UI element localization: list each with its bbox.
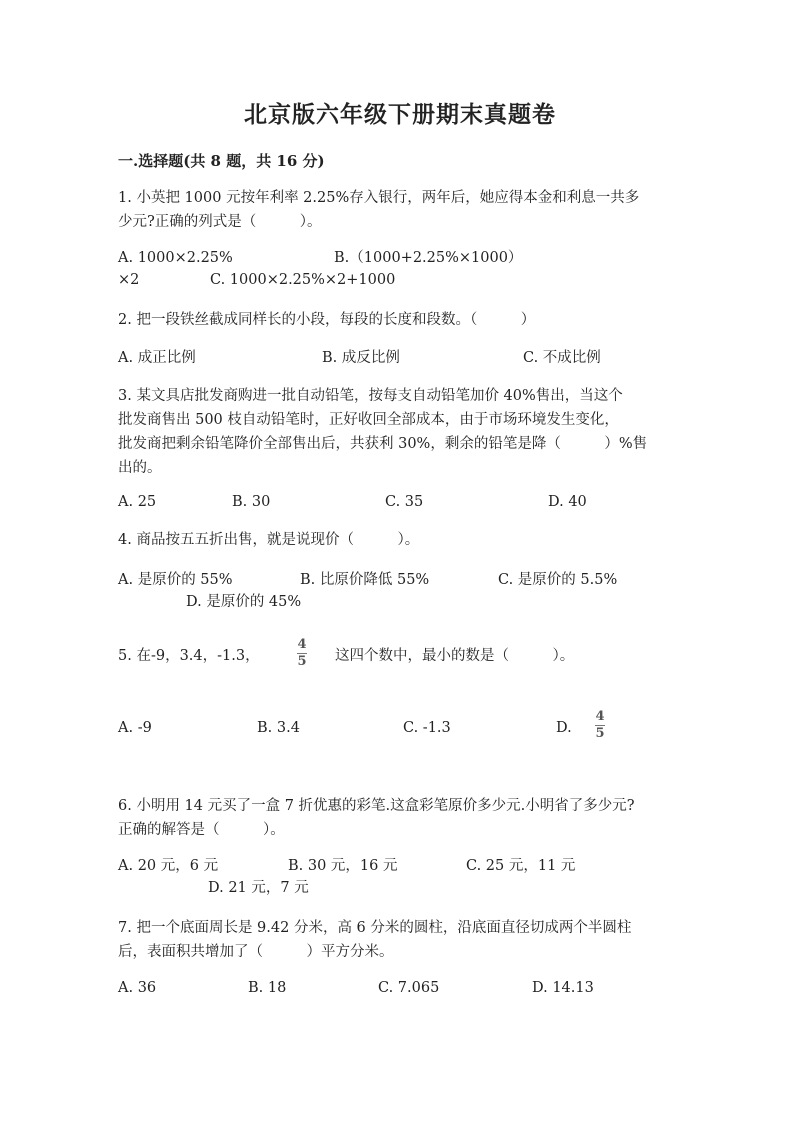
q1-stem-line1: 1. 小英把 1000 元按年利率 2.25%存入银行，两年后，她应得本金和利息一共多 xyxy=(118,190,640,206)
q2-option-c[interactable]: C. 不成比例 xyxy=(523,350,601,366)
q5-stem-prefix: 5. 在-9，3.4，-1.3， xyxy=(118,648,260,664)
q1-option-b[interactable]: B.（1000+2.25%×1000） xyxy=(334,250,523,266)
q5-option-a[interactable]: A. -9 xyxy=(118,720,152,736)
q6-option-c[interactable]: C. 25 元，11 元 xyxy=(466,858,576,874)
q7-option-a[interactable]: A. 36 xyxy=(118,980,157,996)
q3-option-a[interactable]: A. 25 xyxy=(118,494,157,510)
q6-option-d[interactable]: D. 21 元，7 元 xyxy=(208,880,309,896)
q7-stem-line1: 7. 把一个底面周长是 9.42 分米，高 6 分米的圆柱，沿底面直径切成两个半圆柱 xyxy=(118,920,632,936)
q7-stem-line2: 后，表面积共增加了（ ）平方分米。 xyxy=(118,944,394,960)
q1-stem-line2: 少元?正确的列式是（ ）。 xyxy=(118,214,322,230)
q6-option-a[interactable]: A. 20 元，6 元 xyxy=(118,858,219,874)
q5-option-d-numerator: 4 xyxy=(595,709,605,724)
q5-option-d-fraction xyxy=(595,710,605,741)
q2-option-a[interactable]: A. 成正比例 xyxy=(118,350,196,366)
q7-option-c[interactable]: C. 7.065 xyxy=(378,980,440,996)
section-heading: 一.选择题(共 8 题，共 16 分) xyxy=(118,152,325,170)
q4-option-a[interactable]: A. 是原价的 55% xyxy=(118,572,233,588)
q5-stem-suffix: 这四个数中，最小的数是（ ）。 xyxy=(335,648,575,664)
q4-option-b[interactable]: B. 比原价降低 55% xyxy=(300,572,430,588)
q6-stem-line2: 正确的解答是（ ）。 xyxy=(118,822,285,838)
q3-option-c[interactable]: C. 35 xyxy=(385,494,424,510)
q5-option-c[interactable]: C. -1.3 xyxy=(403,720,451,736)
q1-option-a[interactable]: A. 1000×2.25% xyxy=(118,250,233,266)
q2-option-b[interactable]: B. 成反比例 xyxy=(322,350,400,366)
q6-option-b[interactable]: B. 30 元，16 元 xyxy=(288,858,398,874)
q5-option-b[interactable]: B. 3.4 xyxy=(257,720,300,736)
q5-option-d-denominator: 5 xyxy=(595,726,605,741)
page-title: 北京版六年级下册期末真题卷 xyxy=(244,101,556,128)
q5-fraction-numerator: 4 xyxy=(297,637,307,652)
q6-stem-line1: 6. 小明用 14 元买了一盒 7 折优惠的彩笔.这盒彩笔原价多少元.小明省了多少元? xyxy=(118,798,635,814)
q4-option-c[interactable]: C. 是原价的 5.5% xyxy=(498,572,618,588)
q3-stem-line1: 3. 某文具店批发商购进一批自动铅笔，按每支自动铅笔加价 40%售出，当这个 xyxy=(118,388,623,404)
q5-fraction-denominator: 5 xyxy=(297,654,307,669)
q4-option-d[interactable]: D. 是原价的 45% xyxy=(186,594,302,610)
q2-stem: 2. 把一段铁丝截成同样长的小段，每段的长度和段数。（ ） xyxy=(118,312,536,328)
q3-stem-line2: 批发商售出 500 枝自动铅笔时，正好收回全部成本，由于市场环境发生变化， xyxy=(118,412,619,428)
q5-option-d[interactable]: D. xyxy=(556,720,572,736)
q7-option-d[interactable]: D. 14.13 xyxy=(532,980,594,996)
q3-option-b[interactable]: B. 30 xyxy=(232,494,271,510)
q3-stem-line4: 出的。 xyxy=(118,460,162,476)
q3-stem-line3: 批发商把剩余铅笔降价全部售出后，共获利 30%，剩余的铅笔是降（ ）%售 xyxy=(118,436,648,452)
q1-option-c[interactable]: C. 1000×2.25%×2+1000 xyxy=(210,272,396,288)
q7-option-b[interactable]: B. 18 xyxy=(248,980,287,996)
q1-option-b-continued: ×2 xyxy=(118,272,140,288)
q3-option-d[interactable]: D. 40 xyxy=(548,494,587,510)
q5-fraction xyxy=(297,638,307,669)
q4-stem: 4. 商品按五五折出售，就是说现价（ ）。 xyxy=(118,532,420,548)
